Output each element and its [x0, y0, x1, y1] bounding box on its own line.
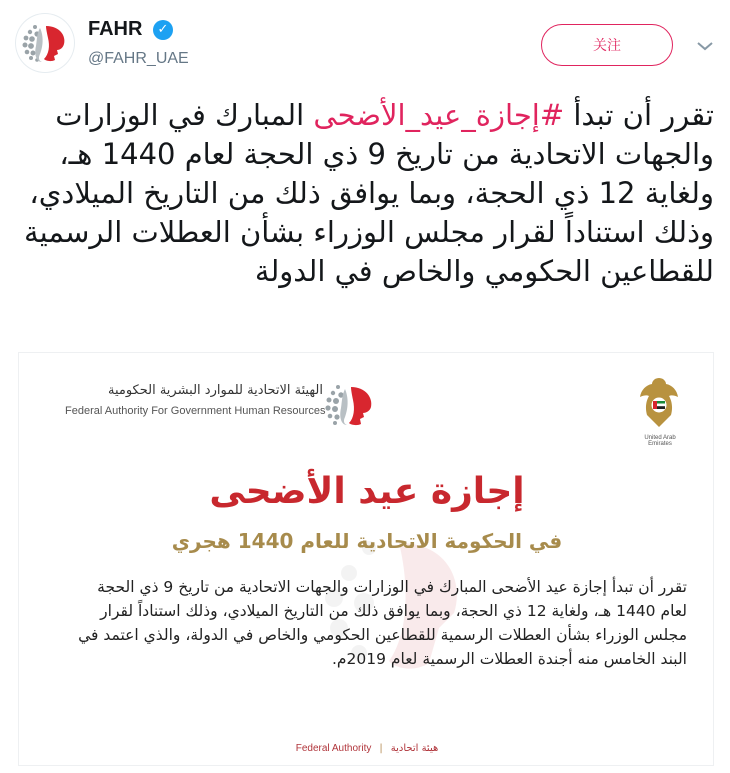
chevron-down-icon[interactable] — [694, 38, 716, 54]
uae-emblem-icon — [637, 375, 681, 433]
card-body-text: تقرر أن تبدأ إجازة عيد الأضحى المبارك في الوزارات والجهات الاتحادية من تاريخ 9 ذي الحجة لعام 1440 هـ، ولغاية 12 ذي الحجة، وبما يوافق ذلك من التاريخ الميلادي، وذلك استناداً لقرار مجلس الوزراء بشأن العطلات الرسمية للقطاعين الحكومي والخاص في الدولة، والذي اعتمد في البند الخامس منه أجندة العطلات الرسمية لعام 2019م. — [78, 578, 687, 668]
tweet-text — [18, 96, 714, 291]
attached-image-card[interactable] — [18, 352, 714, 766]
fahr-avatar[interactable] — [16, 14, 74, 72]
user-handle[interactable]: @FAHR_UAE — [88, 50, 189, 67]
card-subtitle: في الحكومة الاتحادية للعام 1440 هجري — [171, 529, 563, 553]
card-footer — [19, 743, 714, 754]
verified-badge-icon: ✓ — [153, 20, 173, 40]
hashtag-link[interactable]: #إجازة_عيد_الأضحى — [313, 98, 565, 132]
org-name-english: Federal Authority For Government Human Resources — [65, 405, 326, 417]
tweet-text-rest: المبارك في الوزارات والجهات الاتحادية من تاريخ 9 ذي الحجة لعام 1440 هـ، ولغاية 12 ذي الحجة، وبما يوافق ذلك من التاريخ الميلادي، وذلك استناداً لقرار مجلس الوزراء بشأن العطلات الرسمية للقطاعين الحكومي والخاص في الدولة — [24, 98, 714, 288]
footer-english: Federal Authority — [295, 743, 372, 754]
tweet-text-prefix: تقرر أن تبدأ — [564, 98, 714, 132]
emblem-caption: United Arab Emirates — [644, 435, 676, 447]
tweet-header — [0, 0, 730, 80]
fahr-logo-icon — [16, 14, 74, 72]
org-name-arabic: الهيئة الاتحادية للموارد البشرية الحكومية — [107, 383, 323, 398]
card-title: إجازة عيد الأضحى — [209, 471, 525, 512]
fahr-logo-icon — [319, 375, 381, 437]
follow-button[interactable]: 关注 — [541, 24, 673, 66]
footer-arabic: هيئة اتحادية — [390, 743, 439, 754]
footer-separator: | — [379, 743, 383, 754]
display-name[interactable]: FAHR — [88, 18, 143, 40]
